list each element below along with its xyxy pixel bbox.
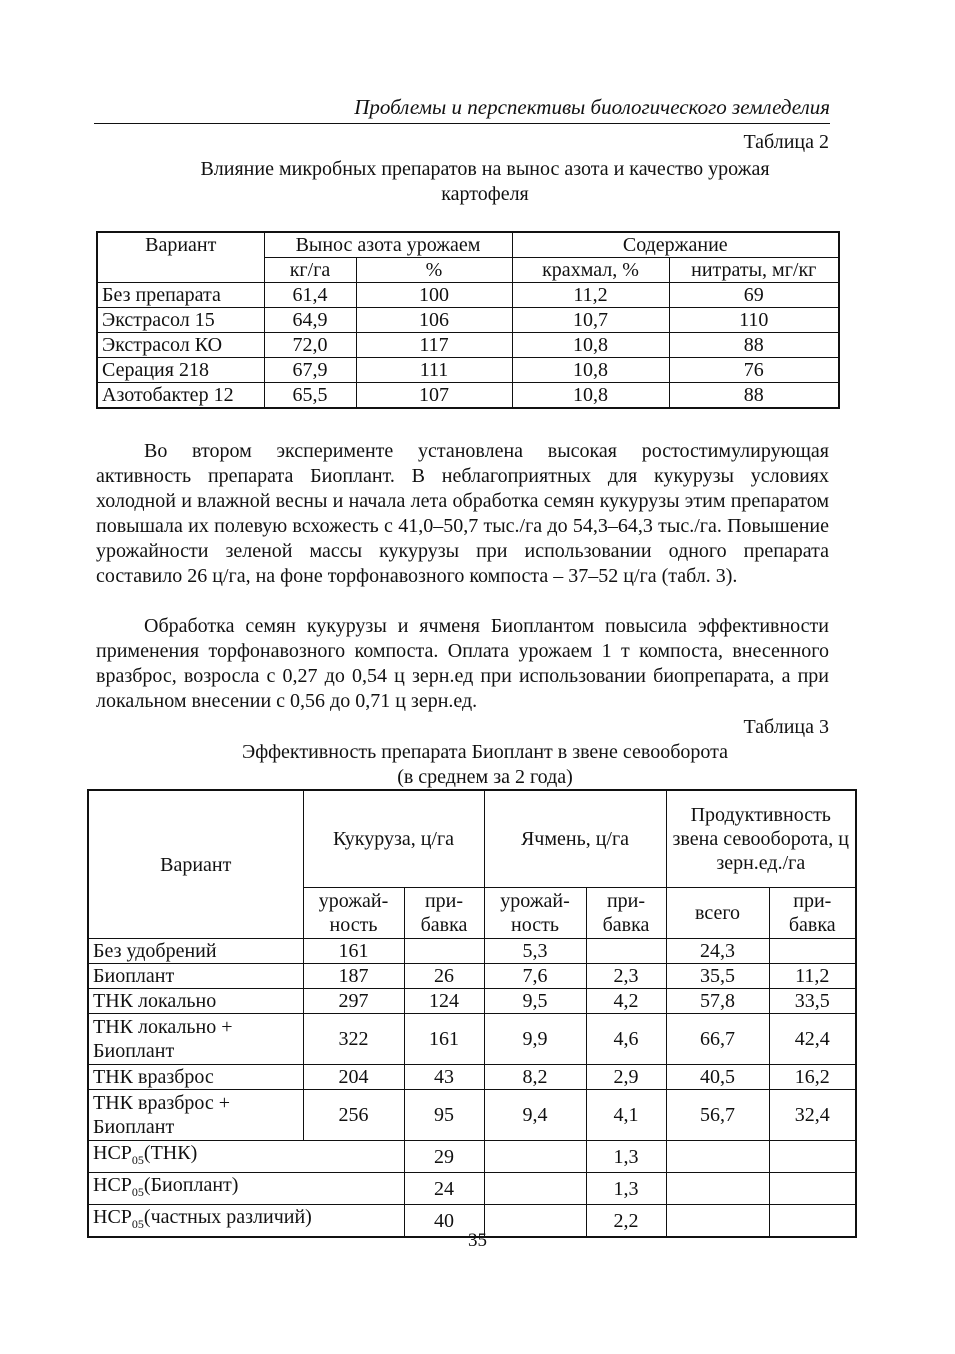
table2-value-cell: 88 bbox=[669, 383, 839, 409]
lsd-label-suffix: (Биоплант) bbox=[143, 1174, 239, 1196]
table2-head-variant: Вариант bbox=[97, 232, 264, 283]
table3-value-cell: 2,9 bbox=[586, 1065, 666, 1090]
table3-value-cell: 322 bbox=[303, 1014, 404, 1065]
table2-head-nitrates: нитраты, мг/кг bbox=[669, 258, 839, 283]
table3-head-corn-yield: урожай-ность bbox=[303, 888, 404, 939]
table3-caption-line1: Эффективность препарата Биоплант в звене севооборота bbox=[242, 741, 728, 763]
paragraph-1: Во втором эксперименте установлена высокая ростостимулирующая активность препарата Биоплант. В неблагоприятных для кукурузы условиях холодной и влажной весны и начала лета обработка семян кукурузы этим препаратом повышала их полевую всхожесть с 41,0–50,7 тыс./га до 54,3–64,3 тыс./га. Повышение урожайности зеленой массы кукурузы при использовании одного препарата составило 26 ц/га, на фоне торфонавозного компоста – 37–52 ц/га (табл. 3). bbox=[96, 440, 829, 587]
table2-value-cell: 117 bbox=[356, 333, 512, 358]
table3-value-cell: 256 bbox=[303, 1090, 404, 1141]
table2-value-cell: 106 bbox=[356, 308, 512, 333]
table3-value-cell: 9,5 bbox=[484, 989, 586, 1014]
table3-value-cell: 204 bbox=[303, 1065, 404, 1090]
table3-head-corn-gain: при-бавка bbox=[404, 888, 484, 939]
table3-value-cell: 56,7 bbox=[666, 1090, 769, 1141]
table3-value-cell: 16,2 bbox=[769, 1065, 856, 1090]
lsd-barley-value: 1,3 bbox=[586, 1173, 666, 1205]
lsd-row bbox=[88, 1141, 856, 1173]
table2-value-cell: 61,4 bbox=[264, 283, 356, 308]
table3-variant-cell: ТНК локально + Биоплант bbox=[88, 1014, 303, 1065]
table2-head-kg: кг/га bbox=[264, 258, 356, 283]
table2-body bbox=[97, 283, 839, 409]
table3-value-cell: 26 bbox=[404, 964, 484, 989]
table3-value-cell: 4,6 bbox=[586, 1014, 666, 1065]
table2-variant-cell: Без препарата bbox=[97, 283, 264, 308]
running-header: Проблемы и перспективы биологического земледелия bbox=[94, 92, 830, 124]
table2-value-cell: 88 bbox=[669, 333, 839, 358]
lsd-label bbox=[88, 1141, 404, 1173]
table3-value-cell: 42,4 bbox=[769, 1014, 856, 1065]
table3-value-cell: 8,2 bbox=[484, 1065, 586, 1090]
lsd-label-subscript: 05 bbox=[131, 1217, 144, 1231]
table-row bbox=[88, 1090, 856, 1141]
table3-value-cell: 11,2 bbox=[769, 964, 856, 989]
table3-value-cell: 35,5 bbox=[666, 964, 769, 989]
lsd-label-prefix: НСР bbox=[93, 1142, 132, 1164]
lsd-label bbox=[88, 1173, 404, 1205]
table-row bbox=[88, 989, 856, 1014]
table3-value-cell: 187 bbox=[303, 964, 404, 989]
table3-body bbox=[88, 939, 856, 1238]
table2-value-cell: 76 bbox=[669, 358, 839, 383]
table3-value-cell bbox=[769, 939, 856, 964]
table3-label: Таблица 3 bbox=[743, 716, 829, 738]
table3-value-cell: 124 bbox=[404, 989, 484, 1014]
table3-value-cell: 161 bbox=[404, 1014, 484, 1065]
table3-head-barley-yield: урожай-ность bbox=[484, 888, 586, 939]
table3-value-cell: 161 bbox=[303, 939, 404, 964]
lsd-row bbox=[88, 1173, 856, 1205]
table2-variant-cell: Экстрасол 15 bbox=[97, 308, 264, 333]
lsd-corn-value: 40 bbox=[404, 1205, 484, 1238]
lsd-label-subscript: 05 bbox=[131, 1153, 144, 1167]
table3-value-cell: 2,3 bbox=[586, 964, 666, 989]
table2-variant-cell: Серация 218 bbox=[97, 358, 264, 383]
table3-value-cell bbox=[404, 939, 484, 964]
table3-value-cell: 66,7 bbox=[666, 1014, 769, 1065]
table2-value-cell: 67,9 bbox=[264, 358, 356, 383]
empty-cell bbox=[666, 1173, 769, 1205]
table2-value-cell: 69 bbox=[669, 283, 839, 308]
table2-variant-cell: Азотобактер 12 bbox=[97, 383, 264, 409]
table3-value-cell: 43 bbox=[404, 1065, 484, 1090]
table2-head-pct: % bbox=[356, 258, 512, 283]
table3-variant-cell: ТНК вразброс bbox=[88, 1065, 303, 1090]
table-row bbox=[97, 358, 839, 383]
table2-label: Таблица 2 bbox=[743, 131, 829, 153]
table2-value-cell: 10,8 bbox=[512, 358, 669, 383]
lsd-corn-value: 24 bbox=[404, 1173, 484, 1205]
table3 bbox=[87, 789, 857, 1238]
lsd-label-subscript: 05 bbox=[131, 1185, 144, 1199]
table3-head-variant: Вариант bbox=[88, 790, 303, 939]
table2-value-cell: 10,8 bbox=[512, 383, 669, 409]
empty-cell bbox=[484, 1141, 586, 1173]
table2-value-cell: 110 bbox=[669, 308, 839, 333]
table2-value-cell: 72,0 bbox=[264, 333, 356, 358]
table2-caption-line1: Влияние микробных препаратов на вынос азота и качество урожая bbox=[200, 158, 770, 180]
table3-value-cell: 5,3 bbox=[484, 939, 586, 964]
table2-value-cell: 100 bbox=[356, 283, 512, 308]
table3-variant-cell: Биоплант bbox=[88, 964, 303, 989]
table3-value-cell: 9,9 bbox=[484, 1014, 586, 1065]
table2-value-cell: 111 bbox=[356, 358, 512, 383]
table2-value-cell: 64,9 bbox=[264, 308, 356, 333]
table3-value-cell: 4,2 bbox=[586, 989, 666, 1014]
table3-head-corn: Кукуруза, ц/га bbox=[303, 790, 484, 888]
table3-value-cell: 40,5 bbox=[666, 1065, 769, 1090]
table2-value-cell: 65,5 bbox=[264, 383, 356, 409]
table2-head-starch: крахмал, % bbox=[512, 258, 669, 283]
table2-variant-cell: Экстрасол КО bbox=[97, 333, 264, 358]
table3-head-productivity: Продуктивность звена севооборота, ц зерн.ед./га bbox=[666, 790, 856, 888]
lsd-label-prefix: НСР bbox=[93, 1206, 132, 1228]
lsd-barley-value: 1,3 bbox=[586, 1141, 666, 1173]
table3-value-cell bbox=[586, 939, 666, 964]
table3-caption-line2: (в среднем за 2 года) bbox=[397, 766, 573, 788]
table3-value-cell: 24,3 bbox=[666, 939, 769, 964]
table2-value-cell: 11,2 bbox=[512, 283, 669, 308]
table-row bbox=[88, 964, 856, 989]
lsd-label-prefix: НСР bbox=[93, 1174, 132, 1196]
lsd-corn-value: 29 bbox=[404, 1141, 484, 1173]
table2-value-cell: 107 bbox=[356, 383, 512, 409]
table2-value-cell: 10,8 bbox=[512, 333, 669, 358]
paragraph-2: Обработка семян кукурузы и ячменя Биоплантом повысила эффективности применения торфонавозного компоста. Оплата урожаем 1 т компоста, внесенного вразброс, возросла с 0,27 до 0,54 ц зерн.ед при использовании биопрепарата, а при локальном внесении с 0,56 до 0,71 ц зерн.ед. bbox=[96, 615, 829, 712]
table3-value-cell: 9,4 bbox=[484, 1090, 586, 1141]
table2-header-row bbox=[97, 232, 839, 258]
table3-value-cell: 95 bbox=[404, 1090, 484, 1141]
table2-caption-line2: картофеля bbox=[441, 183, 529, 205]
table3-head-productivity-gain: при-бавка bbox=[769, 888, 856, 939]
table-row bbox=[88, 1065, 856, 1090]
table-row bbox=[97, 308, 839, 333]
table-row bbox=[97, 383, 839, 409]
table3-value-cell: 7,6 bbox=[484, 964, 586, 989]
table3-variant-cell: ТНК локально bbox=[88, 989, 303, 1014]
table3-head-total: всего bbox=[666, 888, 769, 939]
table3-head-barley: Ячмень, ц/га bbox=[484, 790, 666, 888]
table-row bbox=[97, 283, 839, 308]
empty-cell bbox=[666, 1141, 769, 1173]
lsd-label-suffix: (частных различий) bbox=[143, 1206, 312, 1228]
empty-cell bbox=[769, 1141, 856, 1173]
table3-value-cell: 297 bbox=[303, 989, 404, 1014]
table3-value-cell: 4,1 bbox=[586, 1090, 666, 1141]
empty-cell bbox=[484, 1173, 586, 1205]
table2-value-cell: 10,7 bbox=[512, 308, 669, 333]
table3-value-cell: 33,5 bbox=[769, 989, 856, 1014]
empty-cell bbox=[769, 1173, 856, 1205]
table2-head-content: Содержание bbox=[512, 232, 839, 258]
table2 bbox=[96, 231, 840, 409]
table-row bbox=[88, 1014, 856, 1065]
table3-value-cell: 32,4 bbox=[769, 1090, 856, 1141]
table3-variant-cell: Без удобрений bbox=[88, 939, 303, 964]
lsd-barley-value: 2,2 bbox=[586, 1205, 666, 1238]
table3-value-cell: 57,8 bbox=[666, 989, 769, 1014]
table3-head-barley-gain: при-бавка bbox=[586, 888, 666, 939]
page-number: 35 bbox=[468, 1230, 487, 1251]
table-row bbox=[97, 333, 839, 358]
table-row bbox=[88, 939, 856, 964]
table3-variant-cell: ТНК вразброс + Биоплант bbox=[88, 1090, 303, 1141]
table3-header-row bbox=[88, 790, 856, 888]
table2-head-nitrogen: Вынос азота урожаем bbox=[264, 232, 512, 258]
lsd-label-suffix: (ТНК) bbox=[143, 1142, 198, 1164]
